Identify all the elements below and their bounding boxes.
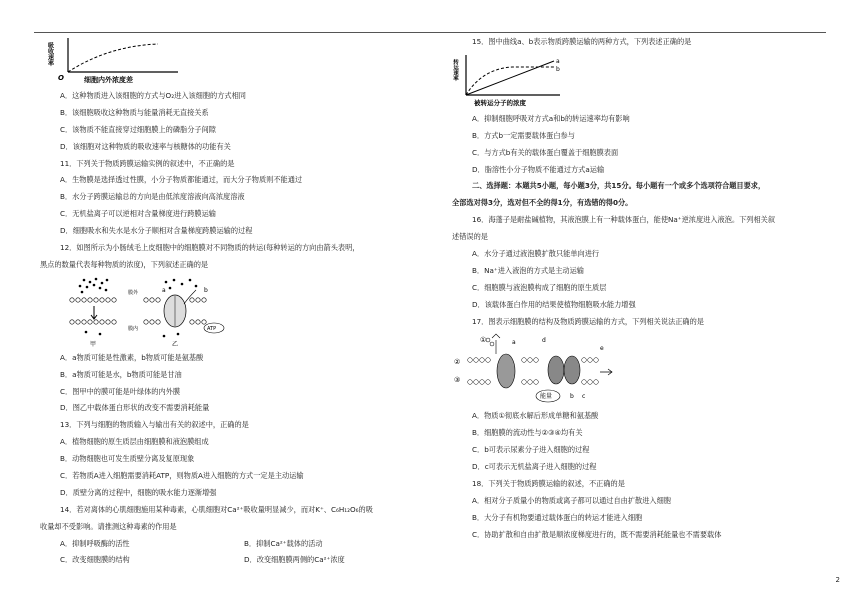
left-column bbox=[40, 36, 428, 571]
q18-stem: 18．下列关于物质跨膜运输的叙述，不正确的是 bbox=[472, 479, 625, 489]
page-number: 2 bbox=[835, 576, 840, 584]
q14-stem-line2: 收量却不受影响。请推测这种毒素的作用是 bbox=[40, 521, 177, 531]
q15-stem: 15．图中曲线a、b表示物质跨膜运输的两种方式，下列表述正确的是 bbox=[472, 37, 692, 46]
q18-option-a: A．相对分子质量小的物质或离子都可以通过自由扩散进入细胞 bbox=[472, 495, 671, 505]
q17-option-c: C．b可表示尿素分子进入细胞的过程 bbox=[472, 445, 590, 455]
q15-ylabel: 转运速率 bbox=[452, 58, 458, 81]
q17-option-d: D．c可表示无机盐离子进入细胞的过程 bbox=[472, 462, 597, 472]
q12-option-b: B．a物质可能是水，b物质可能是甘油 bbox=[60, 369, 182, 379]
q10-graph bbox=[48, 36, 198, 86]
label-outside: 膜外 bbox=[128, 289, 139, 296]
membrane-yi bbox=[128, 278, 224, 347]
q10-option-a: A．这种物质进入该细胞的方式与O₂进入该细胞的方式相同 bbox=[60, 91, 246, 100]
q15-option-b: B．方式b一定需要载体蛋白参与 bbox=[472, 130, 575, 140]
q15-graph bbox=[452, 53, 582, 109]
q14-option-d: D．改变细胞膜两侧的Ca²⁺浓度 bbox=[244, 555, 345, 565]
q10-option-c: C．该物质不能直接穿过细胞膜上的磷脂分子间隙 bbox=[60, 124, 216, 134]
q14-options-row2 bbox=[40, 554, 428, 565]
label-jia: 甲 bbox=[90, 340, 97, 348]
q16-option-d: D．该载体蛋白作用的结果使植物细胞吸水能力增强 bbox=[472, 299, 636, 309]
q15-label-b: b bbox=[556, 65, 560, 73]
membrane-jia bbox=[70, 277, 116, 347]
q11-option-b: B．水分子跨膜运输总的方向是由低浓度溶液向高浓度溶液 bbox=[60, 192, 245, 202]
q17-e: e bbox=[600, 345, 604, 353]
q11-stem: 11．下列关于物质跨膜运输实例的叙述中，不正确的是 bbox=[60, 158, 235, 168]
q17-option-a: A．物质①彻底水解后形成单糖和氨基酸 bbox=[472, 411, 599, 421]
q13-option-b: B．动物细胞也可发生质壁分离及复原现象 bbox=[60, 454, 195, 464]
q13-option-a: A．植物细胞的原生质层由细胞膜和液泡膜组成 bbox=[60, 437, 209, 447]
q17-b: b bbox=[570, 393, 574, 401]
q11-option-d: D．细胞吸水和失水是水分子顺相对含量梯度跨膜运输的过程 bbox=[60, 226, 253, 236]
q14-option-c: C．改变细胞膜的结构 bbox=[60, 555, 130, 565]
q12-option-a: A．a物质可能是性激素，b物质可能是氨基酸 bbox=[60, 352, 204, 362]
q17-a: a bbox=[512, 339, 516, 347]
q16-option-b: B．Na⁺进入液泡的方式是主动运输 bbox=[472, 265, 584, 275]
q10-origin: O bbox=[58, 74, 64, 82]
q17-d: d bbox=[542, 337, 546, 345]
q15-option-c: C．与方式b有关的载体蛋白覆盖于细胞膜表面 bbox=[472, 147, 619, 157]
section2-title-line1: 二、选择题：本题共5小题，每小题3分，共15分。每小题有一个或多个选项符合题目要求， bbox=[472, 181, 766, 191]
q15-xlabel: 被转运分子的浓度 bbox=[474, 98, 526, 107]
q16-option-c: C．细胞膜与液泡膜构成了细胞的原生质层 bbox=[472, 282, 607, 292]
q10-option-d: D．该细胞对这种物质的吸收速率与核糖体的功能有关 bbox=[60, 141, 231, 151]
q17-stem: 17．图表示细胞膜的结构及物质跨膜运输的方式，下列相关说法正确的是 bbox=[472, 316, 704, 326]
q13-option-c: C．若物质A进入细胞需要消耗ATP，则物质A进入细胞的方式一定是主动运输 bbox=[60, 471, 304, 481]
label-b: b bbox=[204, 286, 208, 294]
q17-n2: ② bbox=[454, 358, 461, 367]
section2-title-line2: 全部选对得3分，选对但不全的得1分，有选错的得0分。 bbox=[452, 198, 633, 208]
right-column bbox=[452, 36, 830, 546]
label-atp: ATP bbox=[207, 325, 217, 332]
q16-stem-line1: 16．海蓬子是耐盐碱植物，其液泡膜上有一种载体蛋白，能使Na⁺逆浓度进入液泡。下列相关叙 bbox=[472, 215, 776, 225]
q17-energy: 能量 bbox=[540, 393, 553, 401]
q14-option-b: B．抑制Ca²⁺载体的活动 bbox=[244, 538, 323, 548]
q10-xlabel: 细胞内外浓度差 bbox=[84, 76, 133, 84]
q10-ylabel: 吸收速率 bbox=[46, 42, 54, 66]
q16-option-a: A．水分子通过液泡膜扩散只能单向进行 bbox=[472, 249, 600, 259]
q18-option-c: C．协助扩散和自由扩散是顺浓度梯度进行的，既不需要消耗能量也不需要载体 bbox=[472, 529, 722, 539]
q11-option-c: C．无机盐离子可以逆相对含量梯度进行跨膜运输 bbox=[60, 209, 216, 219]
q13-stem: 13．下列与细胞的物质输入与输出有关的叙述中，正确的是 bbox=[60, 420, 249, 430]
q17-n1: ① bbox=[480, 336, 487, 345]
q17-c: c bbox=[582, 393, 586, 401]
q12-figure bbox=[66, 276, 246, 348]
q15-option-d: D．脂溶性小分子物质不能通过方式a运输 bbox=[472, 164, 605, 174]
q15-label-a: a bbox=[556, 57, 560, 65]
q17-figure bbox=[452, 332, 622, 406]
q17-n3: ③ bbox=[454, 376, 461, 385]
header-rule bbox=[34, 32, 826, 33]
label-inside: 膜内 bbox=[128, 325, 139, 332]
q16-stem-line2: 述错误的是 bbox=[452, 232, 488, 242]
q12-stem-line2: 黑点的数量代表每种物质的浓度)，下列叙述正确的是 bbox=[40, 259, 209, 269]
label-yi: 乙 bbox=[172, 340, 179, 348]
label-a: a bbox=[162, 286, 166, 294]
q15-option-a: A．抑制细胞呼吸对方式a和b的转运速率均有影响 bbox=[472, 113, 630, 123]
q12-option-c: C．图甲中的膜可能是叶绿体的内外膜 bbox=[60, 386, 181, 396]
q12-option-d: D．图乙中载体蛋白形状的改变不需要消耗能量 bbox=[60, 403, 210, 413]
q14-option-a: A．抑制呼吸酶的活性 bbox=[60, 538, 130, 548]
q14-stem-line1: 14．若对离体的心肌细胞施用某种毒素，心肌细胞对Ca²⁺吸收量明显减少，而对K⁺、C₆H₁₂O₆的吸 bbox=[60, 504, 373, 514]
q17-option-b: B．细胞膜的流动性与②③④均有关 bbox=[472, 428, 583, 438]
q12-stem-line1: 12．如图所示为小肠绒毛上皮细胞中的细胞膜对不同物质的转运(每种转运的方向由箭头表明， bbox=[60, 243, 360, 253]
q11-option-a: A．生物膜是选择透过性膜，小分子物质都能通过，而大分子物质则不能通过 bbox=[60, 175, 303, 185]
q13-option-d: D．质壁分离的过程中，细胞的吸水能力逐渐增强 bbox=[60, 487, 217, 497]
q14-options-row1 bbox=[40, 538, 428, 549]
q10-option-b: B．该细胞吸收这种物质与能量消耗无直接关系 bbox=[60, 107, 209, 117]
q18-option-b: B．大分子有机物要通过载体蛋白的转运才能进入细胞 bbox=[472, 512, 643, 522]
